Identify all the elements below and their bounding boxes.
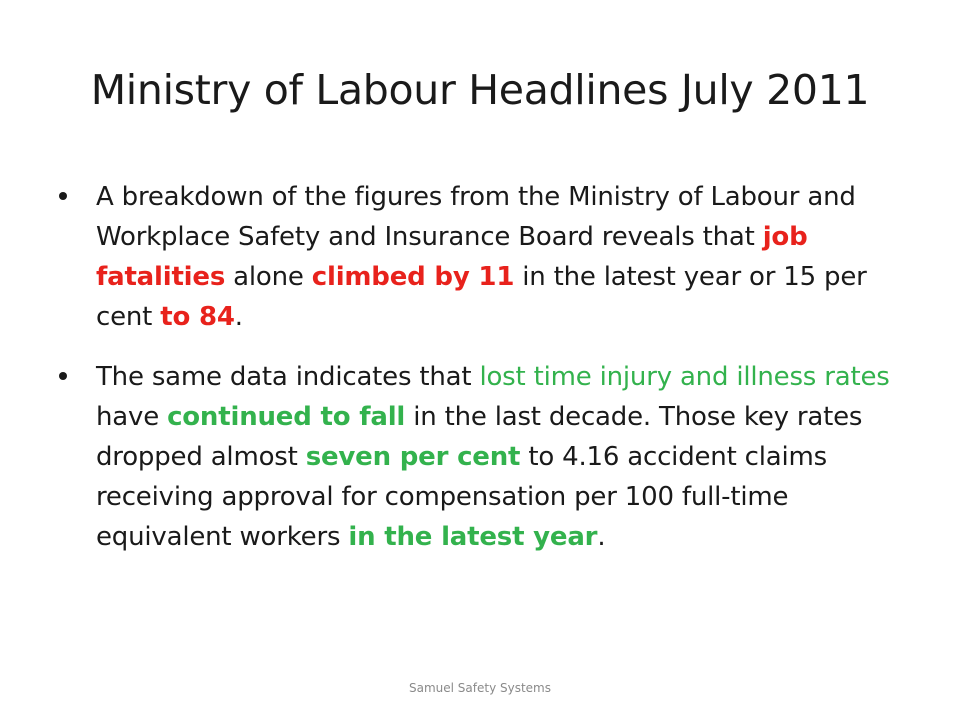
bullet-segment: alone	[225, 262, 312, 292]
highlight-climbed-by-11: climbed by 11	[311, 262, 515, 292]
bullet-segment: in the last decade. Those key rates dropped almost	[96, 402, 863, 472]
bullet-dot-icon	[59, 372, 67, 380]
bullet-list	[96, 177, 896, 577]
highlight-lost-time-injury: lost time injury and illness rates	[479, 362, 890, 392]
slide-footer: Samuel Safety Systems	[409, 681, 551, 695]
highlight-continued-to-fall: continued to fall	[167, 402, 406, 432]
highlight-latest-year: in the latest year	[348, 522, 598, 552]
bullet-segment: in the latest year or 15 per cent	[96, 262, 867, 332]
bullet-segment: .	[597, 522, 606, 552]
bullet-segment: The same data indicates that	[96, 362, 480, 392]
bullet-segment: .	[234, 302, 243, 332]
bullet-segment: A breakdown of the figures from the Ministry of Labour and Workplace Safety and Insurance Board reveals that	[96, 182, 856, 252]
bullet-dot-icon	[59, 192, 67, 200]
highlight-seven-per-cent: seven per cent	[305, 442, 521, 472]
bullet-segment: to 4.16 accident claims receiving approval for compensation per 100 full-time equivalent workers	[96, 442, 827, 552]
highlight-job-fatalities: job fatalities	[96, 222, 808, 292]
highlight-to-84: to 84	[160, 302, 235, 332]
slide-title: Ministry of Labour Headlines July 2011	[90, 66, 870, 114]
bullet-item-fatalities	[96, 177, 896, 337]
bullet-segment: have	[96, 402, 168, 432]
bullet-item-injury-rates	[96, 357, 896, 557]
